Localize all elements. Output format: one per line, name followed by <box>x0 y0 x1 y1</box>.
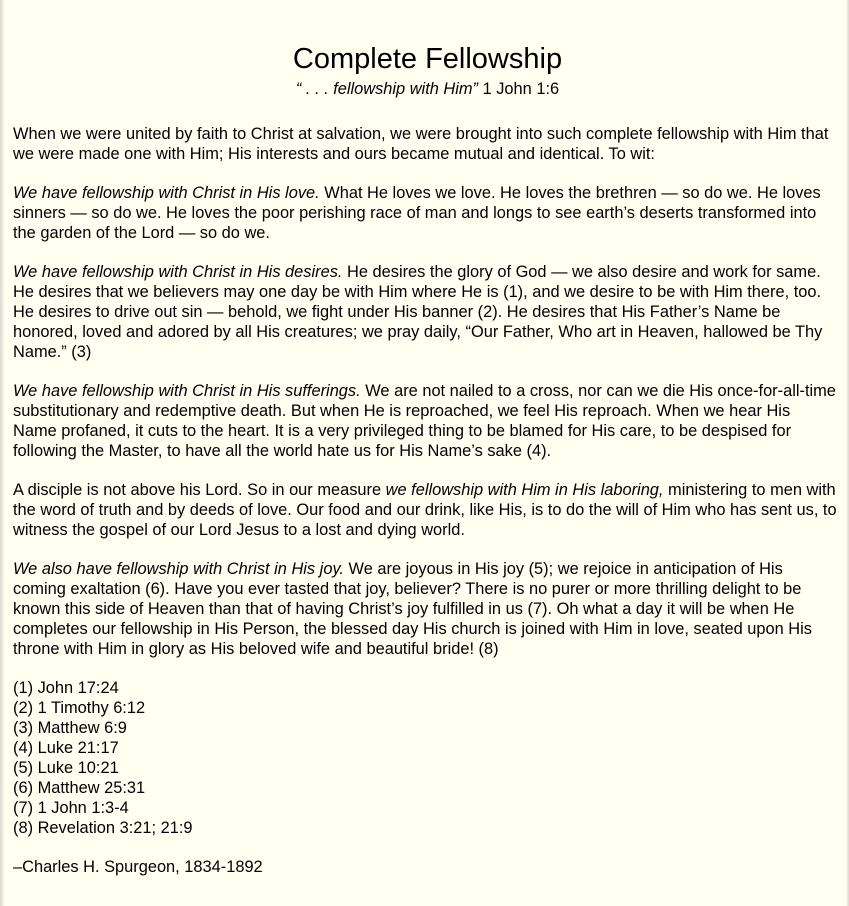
paragraph-lead: We have fellowship with Christ in His love. <box>13 184 320 202</box>
joy-paragraph <box>13 559 838 659</box>
reference-item: (5) Luke 10:21 <box>13 759 119 777</box>
paragraph-text: We are joyous in His joy (5); we rejoice in anticipation of His coming exaltation (6). Have you ever tasted that joy, believer? There is no purer or more thrilling delight to be known this side of Heaven than that of having Christ’s joy fulfilled in us (7). Oh what a day it will be when He completes our fellowship in His Person, the blessed day His church is joined with Him in love, seated upon His throne with Him in glory as His beloved wife and beautiful bride! (8) <box>13 560 812 658</box>
paragraph-text: ministering to men with the word of truth and by deeds of love. Our food and our drink, like His, is to do the will of Him who has sent us, to witness the gospel of our Lord Jesus to a lost and dying world. <box>13 481 837 539</box>
paragraph-text: He desires the glory of God — we also desire and work for same. He desires that we believers may one day be with Him where He is (1), and we desire to be with Him there, too. He desires to drive out sin — behold, we fight under His banner (2). He desires that His Father’s Name be honored, loved and adored by all His creatures; we pray daily, “Our Father, Who art in Heaven, hallowed be Thy Name.” (3) <box>13 263 823 361</box>
reference-item: (3) Matthew 6:9 <box>13 719 127 737</box>
paragraph-text: We are not nailed to a cross, nor can we die His once-for-all-time substitutionary and redemptive death. But when He is reproached, we feel His reproach. When we hear His Name profaned, it cuts to the heart. It is a very privileged thing to be blamed for His care, to be despised for following the Master, to have all the world hate us for His Name’s sake (4). <box>13 382 836 460</box>
reference-item: (1) John 17:24 <box>13 679 119 697</box>
intro-paragraph <box>13 124 838 164</box>
subtitle-quote: “ . . . fellowship with Him” <box>295 80 479 98</box>
reference-item: (2) 1 Timothy 6:12 <box>13 699 146 717</box>
desires-paragraph <box>13 262 838 362</box>
reference-item: (4) Luke 21:17 <box>13 739 119 757</box>
paragraph-lead: We have fellowship with Christ in His sufferings. <box>13 382 361 400</box>
reference-item: (7) 1 John 1:3-4 <box>13 799 129 817</box>
paragraph-text: When we were united by faith to Christ at salvation, we were brought into such complete fellowship with Him that we were made one with Him; His interests and ours became mutual and identical. To wit: <box>13 125 829 163</box>
page-left-edge <box>0 0 5 906</box>
love-paragraph <box>13 183 838 243</box>
author-signature: –Charles H. Spurgeon, 1834-1892 <box>13 858 263 876</box>
article <box>13 40 838 877</box>
sufferings-paragraph <box>13 381 838 461</box>
page-title: Complete Fellowship <box>292 43 563 75</box>
paragraph-lead: We also have fellowship with Christ in His joy. <box>13 560 344 578</box>
laboring-paragraph <box>13 480 838 540</box>
paragraph-emphasis: we fellowship with Him in His laboring, <box>385 481 664 499</box>
scripture-subtitle <box>17 78 838 100</box>
subtitle-reference: 1 John 1:6 <box>478 80 560 98</box>
paragraph-pre: A disciple is not above his Lord. So in our measure <box>13 481 386 499</box>
reference-item: (6) Matthew 25:31 <box>13 779 146 797</box>
reference-item: (8) Revelation 3:21; 21:9 <box>13 819 193 837</box>
reference-list <box>13 678 838 838</box>
paragraph-text: What He loves we love. He loves the brethren — so do we. He loves sinners — so do we. He loves the poor perishing race of man and longs to see earth’s deserts transformed into the garden of the Lord — so do we. <box>13 184 821 242</box>
paragraph-lead: We have fellowship with Christ in His desires. <box>13 263 343 281</box>
